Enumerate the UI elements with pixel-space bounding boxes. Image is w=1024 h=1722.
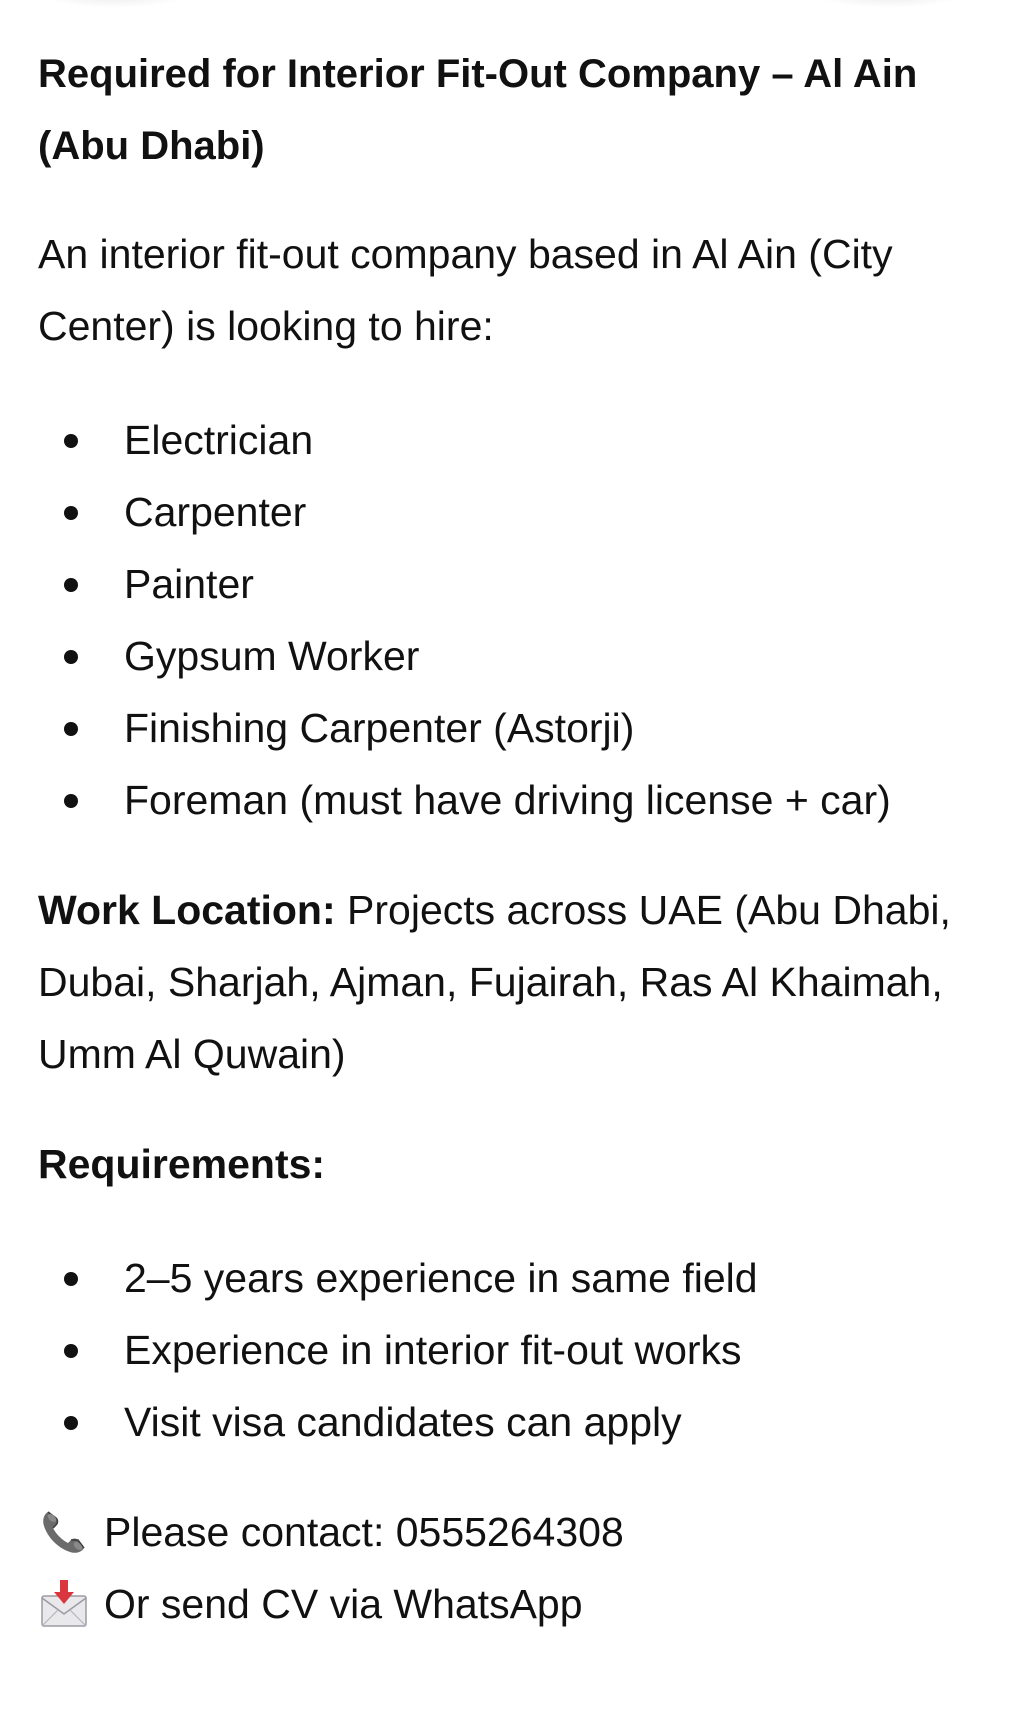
positions-list bbox=[38, 404, 998, 836]
list-item bbox=[38, 764, 998, 836]
bullet-icon bbox=[64, 578, 78, 592]
work-location bbox=[38, 874, 998, 1090]
contact-section bbox=[38, 1496, 998, 1640]
list-item bbox=[38, 548, 998, 620]
post-content bbox=[38, 38, 998, 1640]
list-item bbox=[38, 1314, 998, 1386]
position-label: Painter bbox=[124, 561, 254, 607]
telephone-receiver-icon bbox=[38, 1506, 90, 1558]
list-item bbox=[38, 476, 998, 548]
bullet-icon bbox=[64, 650, 78, 664]
requirement-label: 2–5 years experience in same field bbox=[124, 1255, 758, 1301]
requirements-heading: Requirements: bbox=[38, 1141, 326, 1187]
bullet-icon bbox=[64, 722, 78, 736]
position-label: Gypsum Worker bbox=[124, 633, 420, 679]
whatsapp-contact-text: Or send CV via WhatsApp bbox=[104, 1581, 583, 1627]
top-edge-shadow bbox=[814, 0, 964, 8]
work-location-label: Work Location: bbox=[38, 887, 336, 933]
post-title: Required for Interior Fit-Out Company – Al Ain (Abu Dhabi) bbox=[38, 52, 918, 168]
list-item bbox=[38, 692, 998, 764]
envelope-arrow-icon bbox=[38, 1578, 90, 1630]
phone-contact-text: Please contact: 0555264308 bbox=[104, 1509, 624, 1555]
list-item bbox=[38, 1386, 998, 1458]
list-item bbox=[38, 404, 998, 476]
whatsapp-contact bbox=[38, 1568, 998, 1640]
bullet-icon bbox=[64, 1344, 78, 1358]
position-label: Finishing Carpenter (Astorji) bbox=[124, 705, 635, 751]
requirement-label: Experience in interior fit-out works bbox=[124, 1327, 742, 1373]
envelope-arrow-icon bbox=[38, 1578, 90, 1630]
requirements-list bbox=[38, 1242, 998, 1458]
position-label: Carpenter bbox=[124, 489, 307, 535]
list-item bbox=[38, 620, 998, 692]
bullet-icon bbox=[64, 506, 78, 520]
bullet-icon bbox=[64, 434, 78, 448]
bullet-icon bbox=[64, 794, 78, 808]
telephone-receiver-icon bbox=[38, 1506, 90, 1558]
position-label: Foreman (must have driving license + car) bbox=[124, 777, 891, 823]
list-item bbox=[38, 1242, 998, 1314]
work-location-value: Projects across UAE (Abu Dhabi, Dubai, Sharjah, Ajman, Fujairah, Ras Al Khaimah, Umm Al Quwain) bbox=[38, 887, 951, 1077]
bullet-icon bbox=[64, 1272, 78, 1286]
requirement-label: Visit visa candidates can apply bbox=[124, 1399, 682, 1445]
top-edge-shadow bbox=[40, 0, 190, 8]
bullet-icon bbox=[64, 1416, 78, 1430]
position-label: Electrician bbox=[124, 417, 314, 463]
intro-text: An interior fit-out company based in Al Ain (City Center) is looking to hire: bbox=[38, 231, 893, 349]
phone-contact bbox=[38, 1496, 998, 1568]
